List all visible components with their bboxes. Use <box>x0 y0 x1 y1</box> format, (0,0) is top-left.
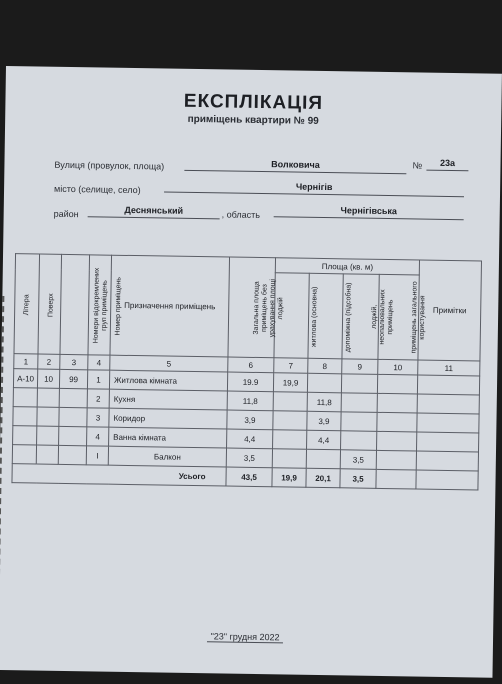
cell-living: 19,9 <box>273 373 307 393</box>
column-number: 3 <box>60 354 88 369</box>
column-number: 9 <box>342 359 378 375</box>
cell-floor <box>36 445 58 464</box>
street-label: Вулиця (провулок, площа) <box>54 159 165 172</box>
region-value: Чернігівська <box>274 204 464 220</box>
document-subtitle: приміщень квартири № 99 <box>187 113 319 127</box>
cell-total: 19.9 <box>227 372 273 392</box>
area-group-header: Площа (кв. м) <box>275 258 419 275</box>
cell-loggia: 3,5 <box>340 450 376 470</box>
cell-purpose: Коридор <box>109 408 227 429</box>
col-auxiliary-area: допоміжна (підсобна) <box>308 273 343 359</box>
cell-living <box>273 411 307 431</box>
cell-purpose: Балкон <box>108 446 226 467</box>
punched-edge <box>0 296 6 676</box>
cell-room: 3 <box>87 408 109 427</box>
cell-loggia <box>341 374 377 394</box>
city-label: місто (селище, село) <box>53 183 141 196</box>
cell-total: 3,9 <box>227 410 273 430</box>
col-notes: Примітки <box>418 260 482 361</box>
total-loggia: 3,5 <box>340 469 376 489</box>
document-date <box>0 628 493 646</box>
cell-aux <box>306 449 340 469</box>
cell-aux: 11,8 <box>307 392 341 412</box>
cell-notes <box>416 451 478 471</box>
column-number: 11 <box>418 360 480 376</box>
column-number: 1 <box>14 354 38 369</box>
house-number-value: 23а <box>426 158 468 172</box>
cell-loggia <box>341 431 377 451</box>
cell-living <box>273 430 307 450</box>
cell-group <box>59 426 87 445</box>
col-floor: Поверх <box>38 254 62 354</box>
cell-group <box>58 445 86 464</box>
column-number: 4 <box>88 355 110 370</box>
column-number: 5 <box>110 355 228 372</box>
cell-group <box>59 388 87 407</box>
cell-aux: 4,4 <box>307 430 341 450</box>
cell-notes <box>417 413 479 433</box>
cell-notes <box>417 394 479 414</box>
cell-purpose: Ванна кімната <box>109 427 227 448</box>
col-litera: Літера <box>14 254 40 354</box>
explication-table <box>11 253 482 490</box>
col-common-area: приміщень загального користування <box>378 274 419 360</box>
district-label: район <box>53 208 79 220</box>
document-sheet <box>0 66 502 678</box>
district-value: Деснянський <box>88 204 220 219</box>
col-total-area: Загальна площа приміщень без урахування площі лоджій <box>228 257 276 358</box>
cell-loggia <box>341 412 377 432</box>
house-number-label: № <box>412 160 423 171</box>
column-number: 2 <box>38 354 60 369</box>
cell-aux <box>307 373 341 393</box>
column-number: 8 <box>308 358 342 374</box>
cell-aux: 3,9 <box>307 411 341 431</box>
cell-floor <box>37 407 59 426</box>
street-value: Волковича <box>184 158 406 174</box>
cell-common <box>377 431 417 451</box>
cell-room: 4 <box>87 427 109 446</box>
column-number: 6 <box>228 357 274 373</box>
total-aux: 20,1 <box>306 468 340 488</box>
cell-purpose: Житлова кімната <box>109 370 227 391</box>
cell-notes <box>417 375 479 395</box>
cell-litera <box>13 388 37 407</box>
cell-floor: 10 <box>37 369 59 388</box>
total-notes <box>416 470 478 490</box>
cell-litera <box>12 445 36 464</box>
cell-notes <box>417 432 479 452</box>
cell-floor <box>37 388 59 407</box>
cell-common <box>377 374 417 394</box>
cell-total: 3,5 <box>226 448 272 468</box>
date-text: "23" грудня 2022 <box>207 631 284 643</box>
city-value: Чернігів <box>164 179 464 197</box>
cell-loggia <box>341 393 377 413</box>
cell-total: 11,8 <box>227 391 273 411</box>
document-title: ЕКСПЛІКАЦІЯ <box>183 90 324 114</box>
cell-litera <box>13 407 37 426</box>
total-common <box>376 469 416 489</box>
cell-group <box>59 407 87 426</box>
cell-floor <box>37 426 59 445</box>
col-group-number: Номери відокремлених груп приміщень <box>60 254 90 354</box>
cell-group: 99 <box>59 369 87 388</box>
col-room-number: Номер приміщень <box>88 255 112 355</box>
cell-room: I <box>86 446 108 465</box>
cell-common <box>376 450 416 470</box>
cell-litera <box>13 426 37 445</box>
col-purpose: Призначення приміщень <box>110 255 230 357</box>
cell-living <box>273 392 307 412</box>
cell-living <box>272 449 306 469</box>
cell-room: 1 <box>87 370 109 389</box>
total-living: 19,9 <box>272 468 306 488</box>
col-loggia-area: лоджій, неопалювальних приміщень <box>342 274 379 360</box>
cell-common <box>377 412 417 432</box>
region-label: , область <box>221 209 261 221</box>
col-living-area: житлова (основна) <box>274 273 309 359</box>
column-number: 10 <box>378 359 418 375</box>
column-number: 7 <box>274 358 308 374</box>
cell-room: 2 <box>87 389 109 408</box>
cell-common <box>377 393 417 413</box>
total-area: 43,5 <box>226 467 272 487</box>
cell-litera: А-10 <box>13 369 37 388</box>
cell-total: 4,4 <box>227 429 273 449</box>
total-label: Усього <box>12 464 226 486</box>
cell-purpose: Кухня <box>109 389 227 410</box>
